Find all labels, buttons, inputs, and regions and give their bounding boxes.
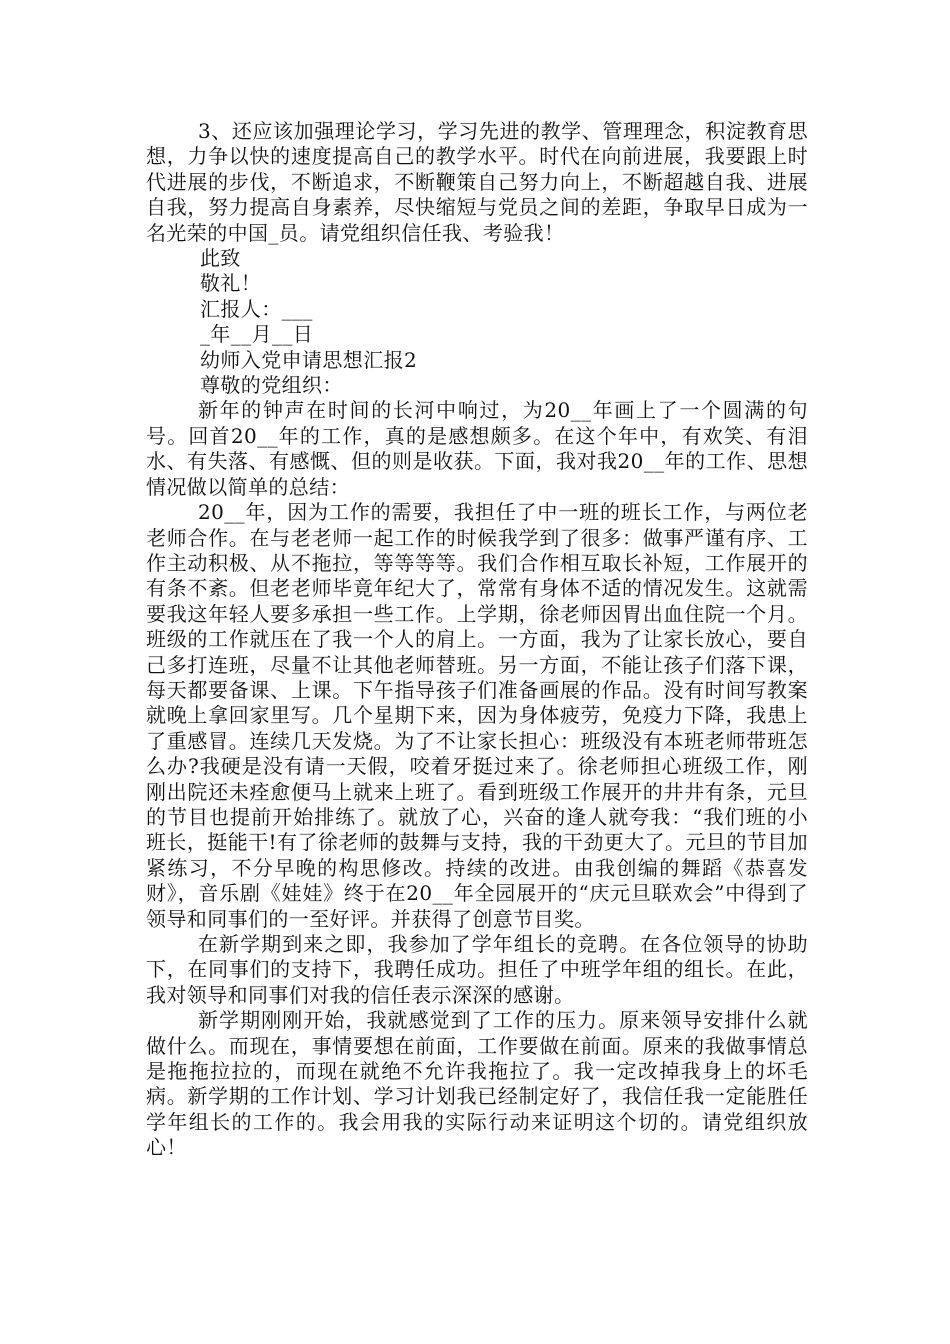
paragraph-leader-election: 在新学期到来之即，我参加了学年组长的竞聘。在各位领导的协助下，在同事们的支持下，我聘任成功。担任了中班学年组的组长。在此，我对领导和同事们对我的信任表示深深的感谢。	[146, 932, 808, 1007]
paragraph-new-semester: 新学期刚刚开始，我就感觉到了工作的压力。原来领导安排什么就做什么。而现在，事情要想在前面，工作要做在前面。原来的我做事情总是拖拖拉拉的，而现在就绝不允许我拖拉了。我一定改掉我身上的坏毛病。新学期的工作计划、学习计划我已经制定好了，我信任我一定能胜任学年组长的工作的。我会用我的实际行动来证明这个切的。请党组织放心！	[146, 1008, 808, 1160]
document-body	[146, 119, 808, 1161]
paragraph-class-work: 20__年，因为工作的需要，我担任了中一班的班长工作，与两位老老师合作。在与老老师一起工作的时候我学到了很多：做事严谨有序、工作主动积极、从不拖拉，等等等等。我们合作相互取长补短，工作展开的有条不紊。但老老师毕竟年纪大了，常常有身体不适的情况发生。这就需要我这年轻人要多承担一些工作。上学期，徐老师因胃出血住院一个月。班级的工作就压在了我一个人的肩上。一方面，我为了让家长放心，要自己多打连班，尽量不让其他老师替班。另一方面，不能让孩子们落下课，每天都要备课、上课。下午指导孩子们准备画展的作品。没有时间写教案就晚上拿回家里写。几个星期下来，因为身体疲劳，免疫力下降，我患上了重感冒。连续几天发烧。为了不让家长担心：班级没有本班老师带班怎么办?我硬是没有请一天假，咬着牙挺过来了。徐老师担心班级工作，刚刚出院还未痊愈便马上就来上班了。看到班级工作展开的井井有条，元旦的节目也提前开始排练了。就放了心，兴奋的逢人就夸我：“我们班的小班长，挺能干!有了徐老师的鼓舞与支持，我的干劲更大了。元旦的节目加紧练习，不分早晚的构思修改。持续的改进。由我创编的舞蹈《恭喜发财》，音乐剧《娃娃》终于在20__年全园展开的“庆元旦联欢会”中得到了领导和同事们的一至好评。并获得了创意节目奖。	[146, 500, 808, 931]
section-title: 幼师入党申请思想汇报2	[200, 347, 418, 372]
paragraph-theory-study: 3、还应该加强理论学习，学习先进的教学、管理理念，积淀教育思想，力争以快的速度提高自己的教学水平。时代在向前进展，我要跟上时代进展的步伐，不断追求，不断鞭策自己努力向上，不断超越自我、进展自我，努力提高自身素养，尽快缩短与党员之间的差距，争取早日成为一名光荣的中国_员。请党组织信任我、考验我！	[146, 119, 808, 245]
closing-salutation: 此致	[200, 246, 241, 271]
closing-respect: 敬礼！	[200, 271, 262, 296]
reporter-line: 汇报人：___	[200, 296, 313, 321]
date-line: _年__月__日	[200, 322, 314, 347]
paragraph-new-year: 新年的钟声在时间的长河中响过，为20__年画上了一个圆满的句号。回首20__年的工作，真的是感想颇多。在这个年中，有欢笑、有泪水、有失落、有感慨、但的则是收获。下面，我对我20__年的工作、思想情况做以简单的总结：	[146, 398, 808, 499]
greeting-line: 尊敬的党组织：	[200, 373, 343, 398]
